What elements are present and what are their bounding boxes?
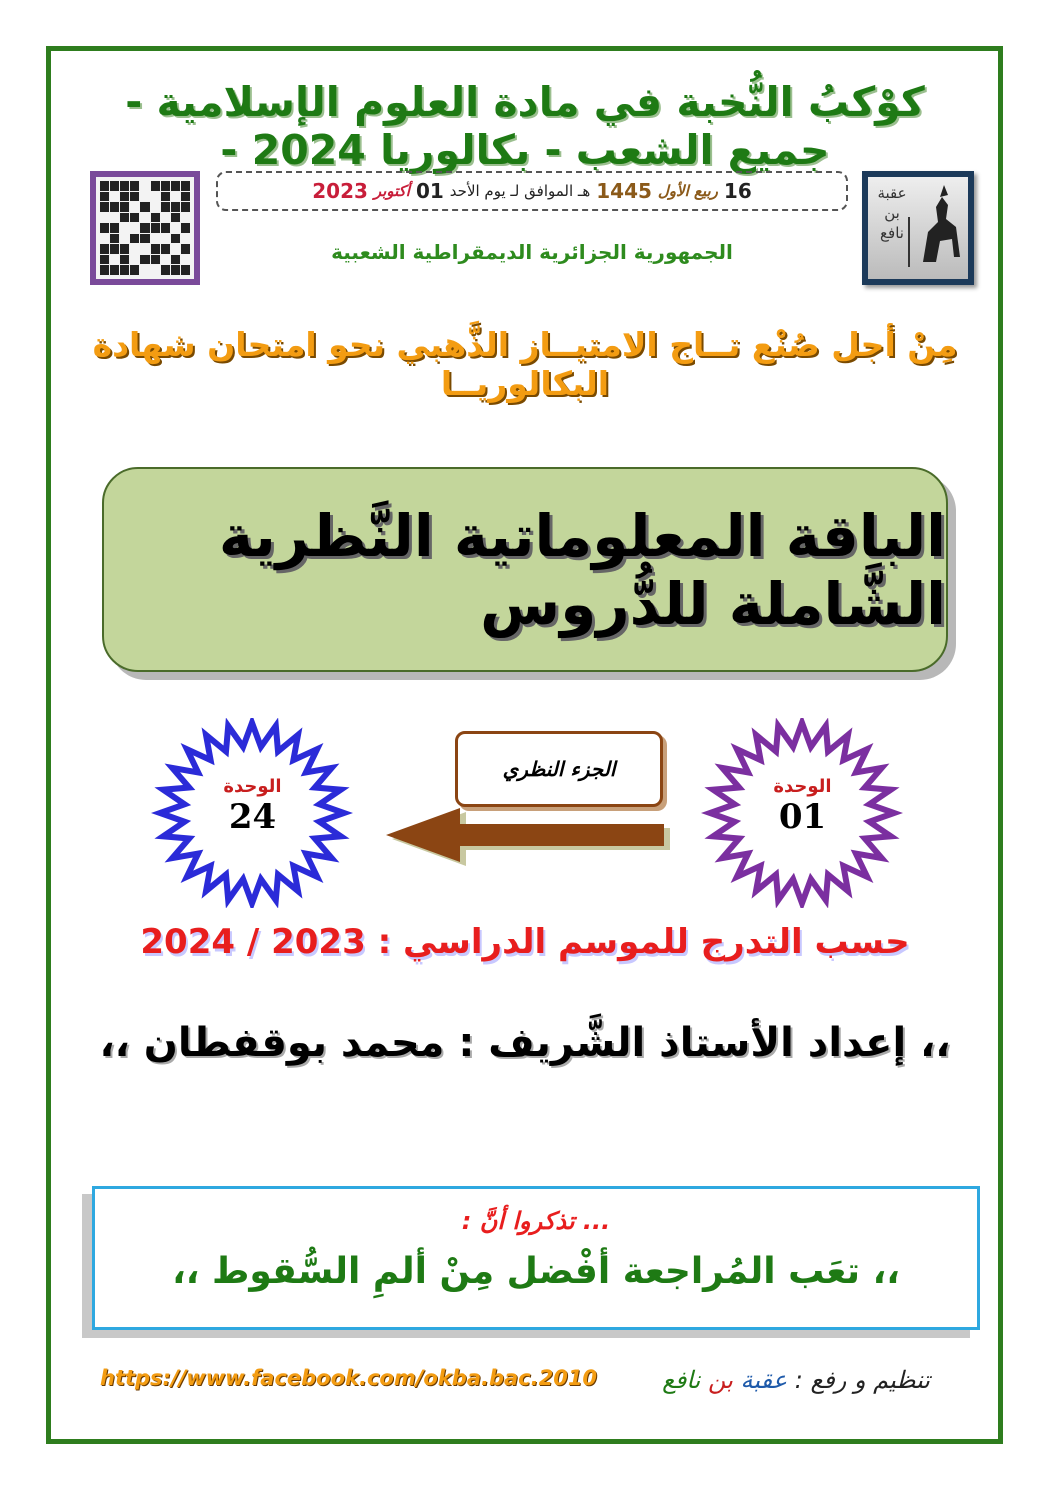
date-connector: هـ الموافق لـ يوم الأحد [449, 182, 591, 200]
quote-box [92, 1186, 980, 1330]
main-title-box [102, 467, 948, 672]
horse-rider-icon [868, 177, 968, 279]
unit-end-badge [150, 718, 355, 908]
okba-logo [862, 171, 974, 285]
quote-text: ،، تعَب المُراجعة أفْضل مِنْ ألمِ السُّقوط ،، [172, 1251, 900, 1292]
unit-end-label: الوحدة [223, 776, 282, 797]
unit-start-label: الوحدة [773, 776, 832, 797]
hijri-month: ربيع الأول [657, 182, 718, 200]
header-title: كوْكبُ النُّخبة في مادة العلوم الإسلامية - جميع الشعب - بكالوريا 2024 - [125, 78, 925, 174]
date-line [216, 171, 848, 211]
greg-day: 01 [415, 179, 444, 203]
main-title: الباقة المعلوماتية النَّظرية الشَّاملة للدُّروس [218, 501, 946, 638]
theory-part-label: الجزء النظري [502, 757, 616, 781]
hijri-year: 1445 [596, 179, 652, 203]
left-arrow-icon [380, 808, 670, 868]
unit-end-number: 24 [228, 797, 277, 837]
organizer-name-1: عقبة [740, 1366, 788, 1394]
prepared-by: ،، إعداد الأستاذ الشَّريف : محمد بوقفطان ،، [99, 1020, 951, 1066]
quote-heading: ... تذكروا أنَّ : [461, 1207, 611, 1235]
unit-start-number: 01 [778, 797, 827, 837]
organizer-name-3: نافع [662, 1366, 701, 1394]
greg-month: أكتوبر [373, 182, 410, 200]
organizer-line [580, 1366, 930, 1394]
logo-text: عقبة بن نافع [877, 184, 907, 242]
greg-year: 2023 [312, 179, 368, 203]
organizer-prefix: تنظيم و رفع : [794, 1366, 930, 1394]
republic-name: الجمهورية الجزائرية الديمقراطية الشعبية [331, 240, 733, 264]
facebook-link[interactable]: https://www.facebook.com/okba.bac.2010 [100, 1366, 598, 1390]
unit-start-badge [700, 718, 905, 908]
hijri-day: 16 [723, 179, 752, 203]
slogan: مِنْ أجل صُنْع تــاج الامتيــاز الذَّهبي نحو امتحان شهادة البكالوريــا [92, 325, 958, 403]
theory-part-box [455, 731, 663, 807]
organizer-name-2: بن [707, 1366, 733, 1394]
qr-code [90, 171, 200, 285]
season-line: حسب التدرج للموسم الدراسي : 2023 / 2024 [140, 922, 910, 962]
